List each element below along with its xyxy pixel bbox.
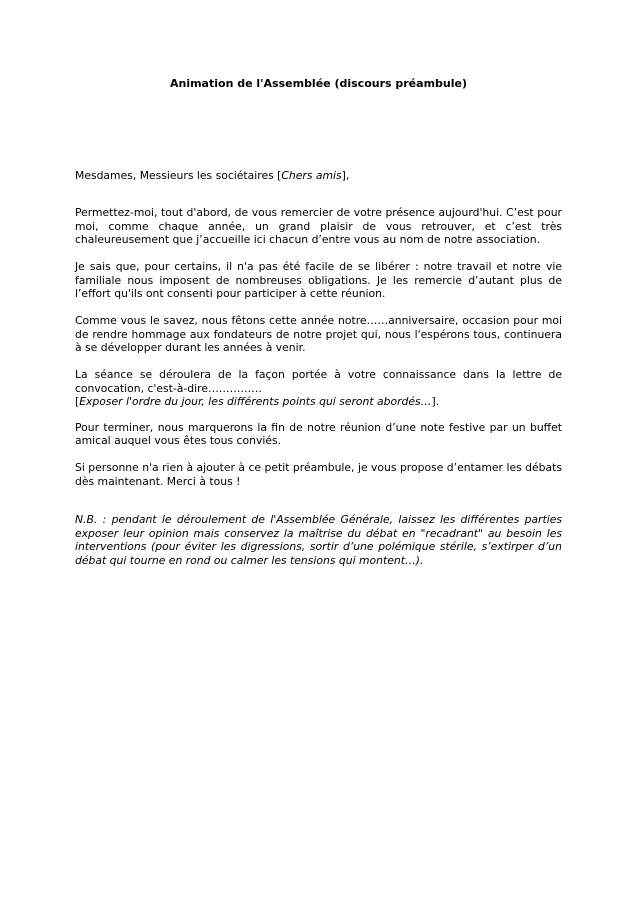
ordre-du-jour-bracket-close: ]. bbox=[431, 395, 440, 408]
paragraph-ouverture-debats: Si personne n'a rien à ajouter à ce petit préambule, je vous propose d’entamer les débats dès maintenant. Merci à tous ! bbox=[75, 461, 562, 488]
salutation-emphasis: Chers amis bbox=[281, 168, 342, 182]
document-title: Animation de l'Assemblée (discours préambule) bbox=[169, 77, 467, 90]
paragraph-anniversaire: Comme vous le savez, nous fêtons cette année notre……anniversaire, occasion pour moi de rendre hommage aux fondateurs de notre projet qui, nous l'espérons tous, continuera à se développer durant les années à venir. bbox=[75, 314, 562, 354]
paragraph-nota-bene: N.B. : pendant le déroulement de l'Assemblée Générale, laissez les différentes parties exposer leur opinion mais conservez la maîtrise du débat en "recadrant" au besoin les interventions (pour éviter les digressions, sortir d’une polémique stérile, s’extirper d’un débat qui tourne en rond ou calmer les tensions qui montent…). bbox=[75, 513, 562, 567]
paragraph-comprehension: Je sais que, pour certains, il n'a pas été facile de se libérer : notre travail et notre vie familiale nous imposent de nombreuses obligations. Je les remercie d’autant plus de l’effort qu'ils ont consenti pour participer à cette réunion. bbox=[75, 260, 562, 300]
salutation-text-post: ], bbox=[341, 168, 350, 182]
paragraph-remerciement: Permettez-moi, tout d'abord, de vous remercier de votre présence aujourd'hui. C’est pour moi, comme chaque année, un grand plaisir de vous retrouver, et c’est très chaleureusement que j’accueille ici chacun d’entre vous au nom de notre association. bbox=[75, 206, 562, 246]
salutation-line bbox=[75, 169, 562, 183]
paragraph-buffet: Pour terminer, nous marquerons la fin de notre réunion d’une note festive par un buffet amical auquel vous êtes tous conviés. bbox=[75, 420, 562, 447]
ordre-du-jour-emphasis: Exposer l'ordre du jour, les différents points qui seront abordés… bbox=[79, 395, 432, 408]
ordre-du-jour-bracket-open: [ bbox=[75, 395, 80, 408]
paragraph-ordre-du-jour bbox=[75, 395, 562, 409]
paragraph-deroulement: La séance se déroulera de la façon portée à votre connaissance dans la lettre de convocation, c'est-à-dire…………… bbox=[75, 368, 562, 395]
salutation-text-pre: Mesdames, Messieurs les sociétaires [ bbox=[75, 168, 282, 182]
